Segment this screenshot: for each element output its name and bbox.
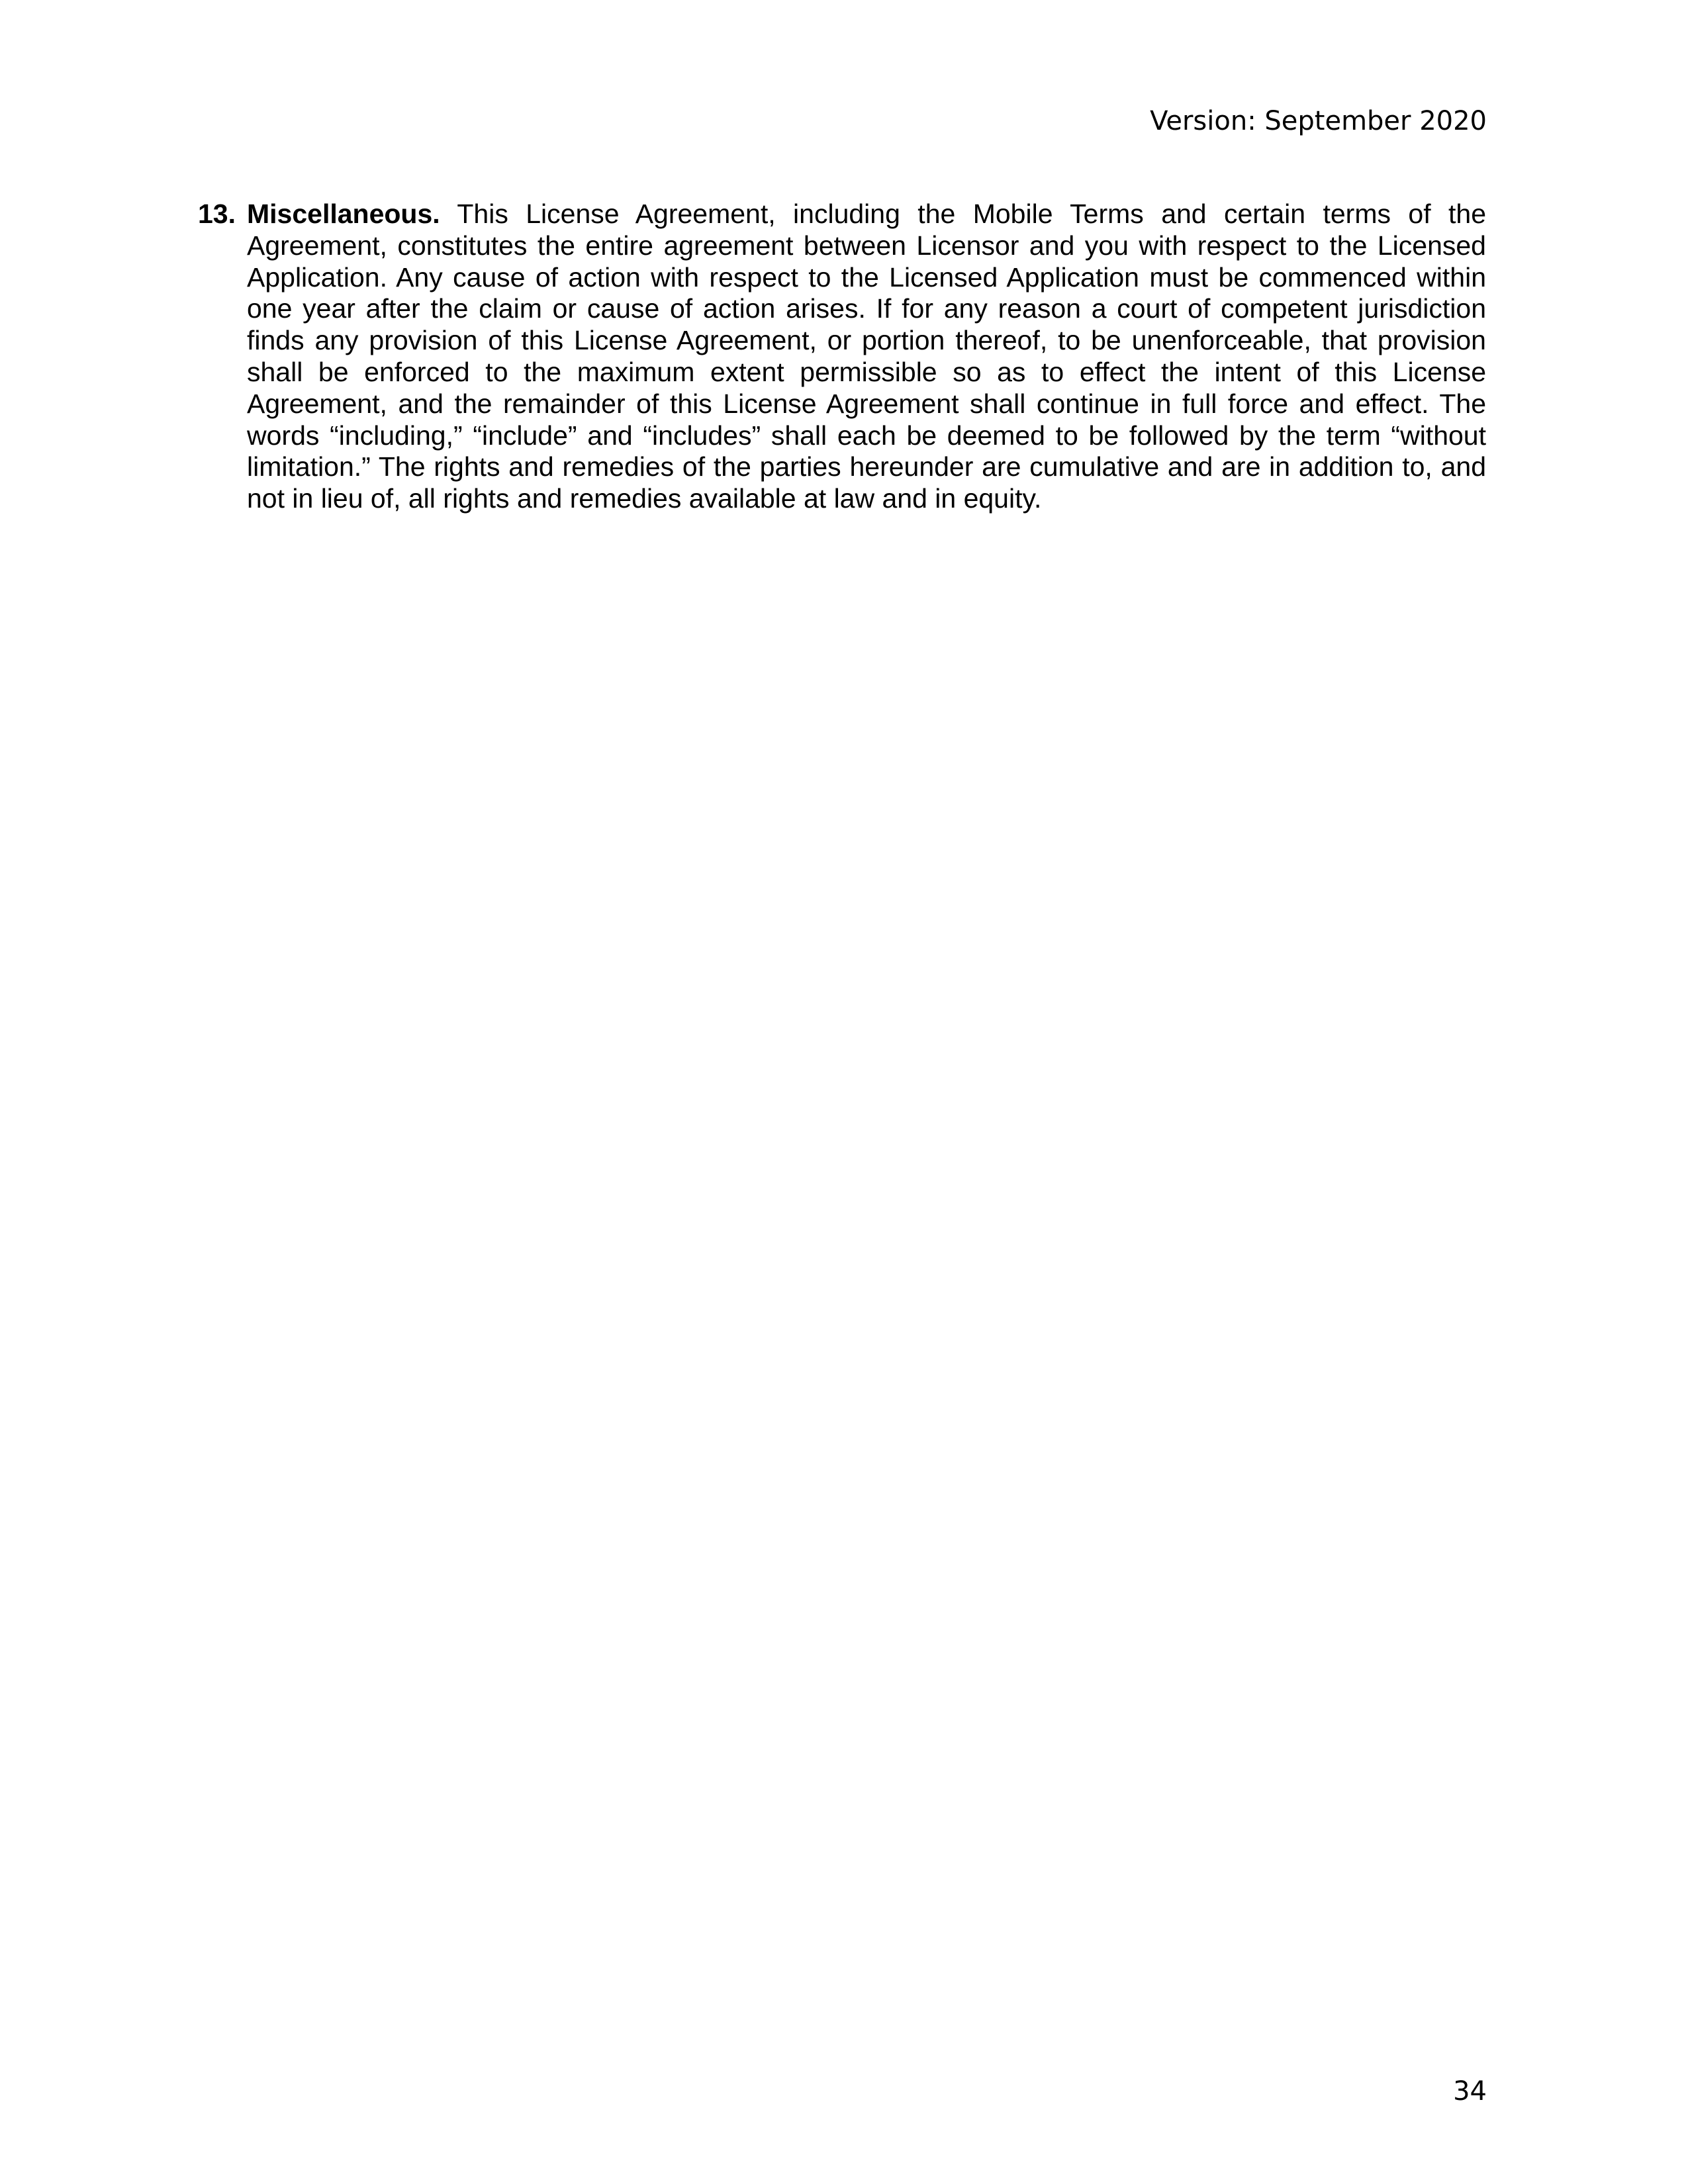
section-miscellaneous bbox=[198, 199, 1486, 515]
section-body-text: This License Agreement, including the Mobile Terms and certain terms of the Agreement, constitutes the entire agreement between Licensor and you with respect to the Licensed Application. Any cause of action with respect to the Licensed Application must be commenced within one year after the claim or cause of action arises. If for any reason a court of competent jurisdiction finds any provision of this License Agreement, or portion thereof, to be unenforceable, that provision shall be enforced to the maximum extent permissible so as to effect the intent of this License Agreement, and the remainder of this License Agreement shall continue in full force and effect. The words “including,” “include” and “includes” shall each be deemed to be followed by the term “without limitation.” The rights and remedies of the parties hereunder are cumulative and are in addition to, and not in lieu of, all rights and remedies available at law and in equity. bbox=[247, 199, 1486, 514]
section-paragraph bbox=[247, 199, 1486, 515]
page-number: 34 bbox=[1453, 2076, 1487, 2107]
section-heading: Miscellaneous. bbox=[247, 199, 440, 229]
section-number: 13. bbox=[198, 199, 236, 229]
version-header: Version: September 2020 bbox=[1150, 106, 1487, 136]
